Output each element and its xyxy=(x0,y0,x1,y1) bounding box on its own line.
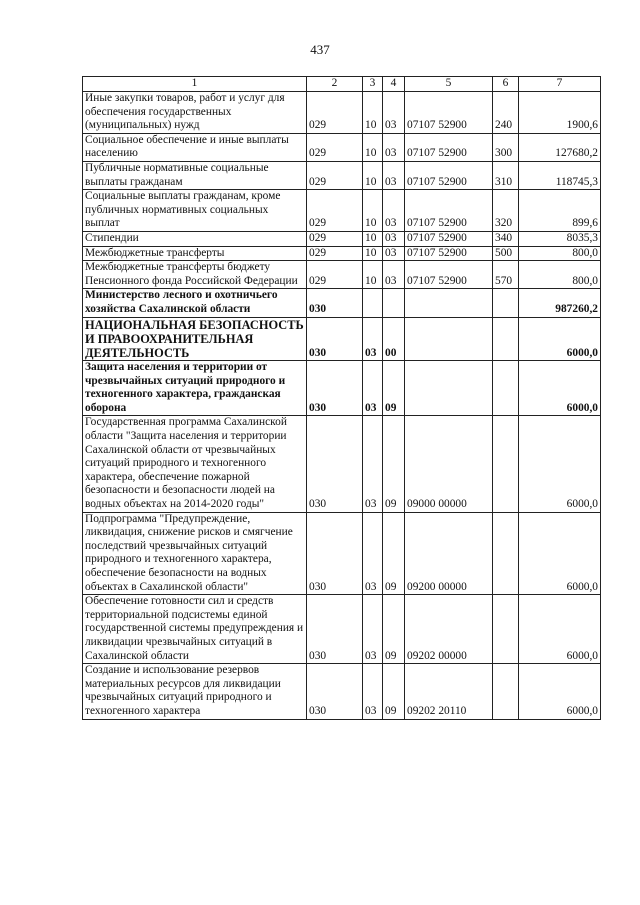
row-cs-cell: 07107 52900 xyxy=(405,190,493,232)
row-cs-cell: 09000 00000 xyxy=(405,416,493,512)
table-row xyxy=(83,92,601,134)
row-rz-cell: 10 xyxy=(363,92,383,134)
row-name-cell: Межбюджетные трансферты бюджету Пенсионного фонда Российской Федерации xyxy=(83,261,307,289)
row-name-cell: Государственная программа Сахалинской области "Защита населения и территории Сахалинской области от чрезвычайных ситуаций природного и техногенного характера, обеспечение пожарной безопасности и безопасности людей на водных объектах на 2014-2020 годы" xyxy=(83,416,307,512)
row-vr-cell xyxy=(493,289,519,317)
row-rz-cell: 10 xyxy=(363,261,383,289)
row-rz-cell: 10 xyxy=(363,246,383,261)
table-body xyxy=(83,92,601,720)
table-row xyxy=(83,246,601,261)
row-vr-cell: 310 xyxy=(493,161,519,189)
row-sum-cell: 800,0 xyxy=(519,261,601,289)
row-rz-cell: 03 xyxy=(363,595,383,664)
row-pr-cell: 03 xyxy=(383,261,405,289)
row-vr-cell: 340 xyxy=(493,231,519,246)
row-ved-cell: 030 xyxy=(307,664,363,719)
row-pr-cell: 09 xyxy=(383,416,405,512)
header-col-6: 6 xyxy=(493,77,519,92)
table-row xyxy=(83,512,601,595)
row-sum-cell: 6000,0 xyxy=(519,317,601,361)
row-ved-cell: 029 xyxy=(307,261,363,289)
table-row xyxy=(83,261,601,289)
row-vr-cell xyxy=(493,416,519,512)
row-name-cell: Обеспечение готовности сил и средств территориальной подсистемы единой государственной системы предупреждения и ликвидации чрезвычайных ситуаций в Сахалинской области xyxy=(83,595,307,664)
row-name-cell: Публичные нормативные социальные выплаты гражданам xyxy=(83,161,307,189)
row-name-cell: Стипендии xyxy=(83,231,307,246)
table-row xyxy=(83,289,601,317)
table-header-row xyxy=(83,77,601,92)
row-sum-cell: 8035,3 xyxy=(519,231,601,246)
row-cs-cell xyxy=(405,289,493,317)
row-ved-cell: 030 xyxy=(307,595,363,664)
row-rz-cell xyxy=(363,289,383,317)
row-sum-cell: 800,0 xyxy=(519,246,601,261)
row-vr-cell xyxy=(493,361,519,416)
row-name-cell: Подпрограмма "Предупреждение, ликвидация, снижение рисков и смягчение последствий чрезвычайных ситуаций природного и техногенного характера, обеспечение безопасности на водных объектах в Сахалинской области" xyxy=(83,512,307,595)
budget-table xyxy=(82,76,601,720)
row-sum-cell: 6000,0 xyxy=(519,664,601,719)
table-row xyxy=(83,133,601,161)
table-row xyxy=(83,317,601,361)
header-col-3: 3 xyxy=(363,77,383,92)
row-name-cell: НАЦИОНАЛЬНАЯ БЕЗОПАСНОСТЬ И ПРАВООХРАНИТЕЛЬНАЯ ДЕЯТЕЛЬНОСТЬ xyxy=(83,317,307,361)
table-row xyxy=(83,161,601,189)
row-name-cell: Министерство лесного и охотничьего хозяйства Сахалинской области xyxy=(83,289,307,317)
row-cs-cell: 09202 20110 xyxy=(405,664,493,719)
row-rz-cell: 03 xyxy=(363,664,383,719)
row-ved-cell: 030 xyxy=(307,289,363,317)
row-ved-cell: 030 xyxy=(307,416,363,512)
row-rz-cell: 03 xyxy=(363,317,383,361)
row-name-cell: Создание и использование резервов материальных ресурсов для ликвидации чрезвычайных ситуаций природного и техногенного характера xyxy=(83,664,307,719)
row-pr-cell: 09 xyxy=(383,595,405,664)
row-name-cell: Иные закупки товаров, работ и услуг для обеспечения государственных (муниципальных) нужд xyxy=(83,92,307,134)
row-sum-cell: 6000,0 xyxy=(519,416,601,512)
row-ved-cell: 029 xyxy=(307,92,363,134)
row-name-cell: Социальные выплаты гражданам, кроме публичных нормативных социальных выплат xyxy=(83,190,307,232)
row-pr-cell: 03 xyxy=(383,246,405,261)
row-sum-cell: 118745,3 xyxy=(519,161,601,189)
row-vr-cell: 240 xyxy=(493,92,519,134)
row-vr-cell: 570 xyxy=(493,261,519,289)
row-pr-cell: 09 xyxy=(383,664,405,719)
row-ved-cell: 030 xyxy=(307,317,363,361)
row-ved-cell: 030 xyxy=(307,361,363,416)
table-row xyxy=(83,416,601,512)
row-sum-cell: 6000,0 xyxy=(519,361,601,416)
table-row xyxy=(83,664,601,719)
row-rz-cell: 10 xyxy=(363,133,383,161)
row-rz-cell: 10 xyxy=(363,190,383,232)
row-name-cell: Защита населения и территории от чрезвычайных ситуаций природного и техногенного характера, гражданская оборона xyxy=(83,361,307,416)
row-cs-cell: 07107 52900 xyxy=(405,261,493,289)
row-cs-cell xyxy=(405,317,493,361)
row-ved-cell: 029 xyxy=(307,246,363,261)
row-cs-cell: 07107 52900 xyxy=(405,161,493,189)
row-cs-cell: 07107 52900 xyxy=(405,92,493,134)
row-rz-cell: 10 xyxy=(363,231,383,246)
row-pr-cell: 03 xyxy=(383,190,405,232)
row-pr-cell: 03 xyxy=(383,231,405,246)
row-ved-cell: 029 xyxy=(307,231,363,246)
row-cs-cell: 07107 52900 xyxy=(405,231,493,246)
row-ved-cell: 029 xyxy=(307,161,363,189)
row-pr-cell: 03 xyxy=(383,133,405,161)
header-col-4: 4 xyxy=(383,77,405,92)
row-rz-cell: 03 xyxy=(363,416,383,512)
row-rz-cell: 03 xyxy=(363,512,383,595)
table-row xyxy=(83,595,601,664)
row-pr-cell: 09 xyxy=(383,361,405,416)
row-vr-cell: 320 xyxy=(493,190,519,232)
row-pr-cell xyxy=(383,289,405,317)
row-cs-cell: 07107 52900 xyxy=(405,246,493,261)
row-sum-cell: 899,6 xyxy=(519,190,601,232)
row-vr-cell: 300 xyxy=(493,133,519,161)
table-row xyxy=(83,231,601,246)
row-vr-cell xyxy=(493,512,519,595)
row-ved-cell: 030 xyxy=(307,512,363,595)
table-row xyxy=(83,190,601,232)
header-col-7: 7 xyxy=(519,77,601,92)
row-pr-cell: 00 xyxy=(383,317,405,361)
header-col-2: 2 xyxy=(307,77,363,92)
row-cs-cell: 07107 52900 xyxy=(405,133,493,161)
row-cs-cell: 09200 00000 xyxy=(405,512,493,595)
row-name-cell: Социальное обеспечение и иные выплаты населению xyxy=(83,133,307,161)
row-sum-cell: 987260,2 xyxy=(519,289,601,317)
row-sum-cell: 1900,6 xyxy=(519,92,601,134)
row-sum-cell: 127680,2 xyxy=(519,133,601,161)
row-cs-cell: 09202 00000 xyxy=(405,595,493,664)
row-sum-cell: 6000,0 xyxy=(519,595,601,664)
row-rz-cell: 03 xyxy=(363,361,383,416)
row-rz-cell: 10 xyxy=(363,161,383,189)
page-number: 437 xyxy=(310,42,330,57)
row-ved-cell: 029 xyxy=(307,133,363,161)
row-vr-cell xyxy=(493,595,519,664)
row-name-cell: Межбюджетные трансферты xyxy=(83,246,307,261)
table-row xyxy=(83,361,601,416)
row-sum-cell: 6000,0 xyxy=(519,512,601,595)
row-pr-cell: 03 xyxy=(383,92,405,134)
row-vr-cell: 500 xyxy=(493,246,519,261)
row-pr-cell: 09 xyxy=(383,512,405,595)
header-col-1: 1 xyxy=(83,77,307,92)
row-vr-cell xyxy=(493,317,519,361)
row-cs-cell xyxy=(405,361,493,416)
header-col-5: 5 xyxy=(405,77,493,92)
row-pr-cell: 03 xyxy=(383,161,405,189)
row-vr-cell xyxy=(493,664,519,719)
row-ved-cell: 029 xyxy=(307,190,363,232)
